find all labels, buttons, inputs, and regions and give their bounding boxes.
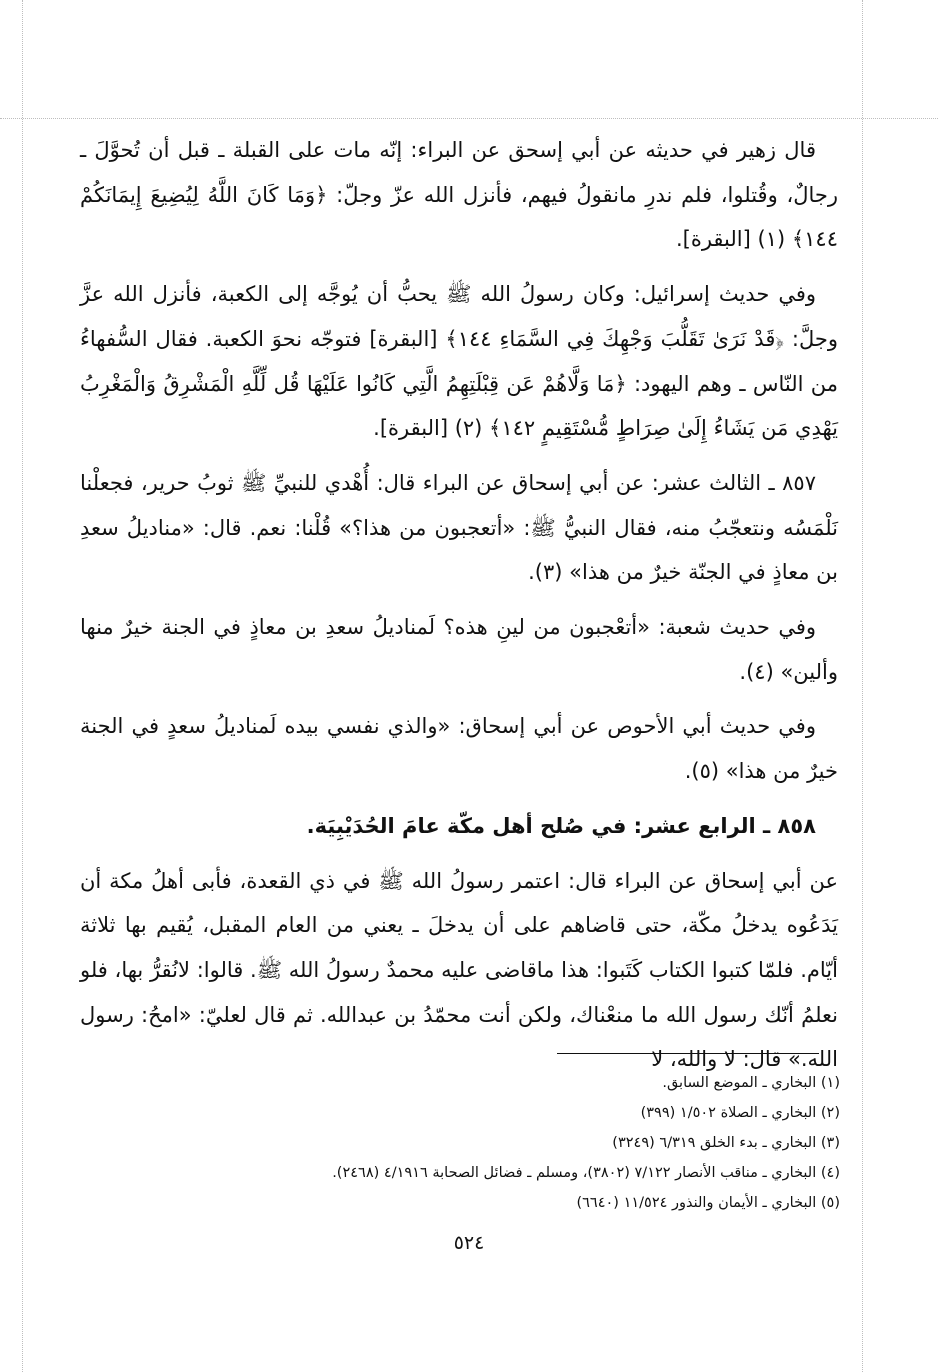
paragraph: وفي حديث أبي الأحوص عن أبي إسحاق: «والذي نفسي بيده لَمناديلُ سعدٍ في الجنة خيرٌ من هذا» (٥). [80,714,838,784]
margin-guide-top [0,118,938,119]
footnote: (٣) البخاري ـ بدء الخلق ٦/٣١٩ (٣٢٤٩) [612,1135,840,1151]
margin-guide-right [862,0,863,1372]
footnote-separator [557,1053,819,1054]
footnote: (١) البخاري ـ الموضع السابق. [662,1075,840,1091]
page-number: ٥٢٤ [453,1232,485,1254]
paragraph: قال زهير في حديثه عن أبي إسحق عن البراء: إنّه مات على القبلة ـ قبل أن تُحوَّلَ ـ رجالٌ، وقُتلوا، فلم ندرِ مانقولُ فيهم، فأنزل الله عزّ وجلّ: ﴿وَمَا كَانَ اللَّهُ لِيُضِيعَ إِيمَانَكُمْ ١٤٤﴾ (١) [البقرة]. [80,138,838,252]
footnote: (٥) البخاري ـ الأيمان والنذور ١١/٥٢٤ (٦٦٤٠) [576,1195,840,1211]
footnote: (٢) البخاري ـ الصلاة ١/٥٠٢ (٣٩٩) [640,1105,840,1121]
paragraph: عن أبي إسحاق عن البراء قال: اعتمر رسولُ الله ﷺ في ذي القعدة، فأبى أهلُ مكة أن يَدَعُوه يدخلُ مكّة، حتى قاضاهم على أن يدخلَ ـ يعني من العام المقبل، يُقيم بها ثلاثة أيّام. فلمّا كتبوا الكتاب كَتَبوا: هذا ماقاضى عليه محمدٌ رسولُ الله ﷺ. قالوا: لانُقرُّ بها، فلو نعلمُ أنّك رسول الله ما منعْناك، ولكن أنت محمّدُ بن عبدالله. ثم قال لعليّ: «امحُ: رسول الله.» قال: لا والله، لا [80,868,838,1072]
hadith-paragraph: ٨٥٧ ـ الثالث عشر: عن أبي إسحاق عن البراء قال: أُهْدي للنبيِّ ﷺ ثوبُ حرير، فجعلْنا نَلْمَسُه ونتعجّبُ منه، فقال النبيُّ ﷺ: «أتعجبون من هذا؟» قُلْنا: نعم. قال: «مناديلُ سعدِ بن معاذٍ في الجنّة خيرٌ من هذا» (٣). [80,470,838,585]
footnotes [220,1068,840,1218]
paragraph: وفي حديث شعبة: «أتعْجبون من لينِ هذه؟ لَمناديلُ سعدِ بن معاذٍ في الجنة خيرٌ منها وألين» (٤). [80,615,838,684]
section-heading: ٨٥٨ ـ الرابع عشر: في صُلح أهل مكّة عامَ الحُدَيْبِيَة. [306,813,816,838]
footnote: (٤) البخاري ـ مناقب الأنصار ٧/١٢٢ (٣٨٠٢)، ومسلم ـ فضائل الصحابة ٤/١٩١٦ (٢٤٦٨). [332,1165,840,1181]
main-text [80,128,838,1092]
margin-guide-left [22,0,23,1372]
paragraph: وفي حديث إسرائيل: وكان رسولُ الله ﷺ يحبُّ أن يُوجَّه إلى الكعبة، فأنزل الله عزَّ وجلَّ: ﴿قَدْ نَرَىٰ تَقَلُّبَ وَجْهِكَ فِي السَّمَاءِ ١٤٤﴾ [البقرة] فتوجّه نحوَ الكعبة. فقال السُّفهاءُ من النّاس ـ وهم اليهود: ﴿مَا وَلَّاهُمْ عَن قِبْلَتِهِمُ الَّتِي كَانُوا عَلَيْهَا قُل لِّلَّهِ الْمَشْرِقُ وَالْمَغْرِبُ يَهْدِي مَن يَشَاءُ إِلَىٰ صِرَاطٍ مُّسْتَقِيمٍ ١٤٢﴾ (٢) [البقرة]. [80,282,838,441]
